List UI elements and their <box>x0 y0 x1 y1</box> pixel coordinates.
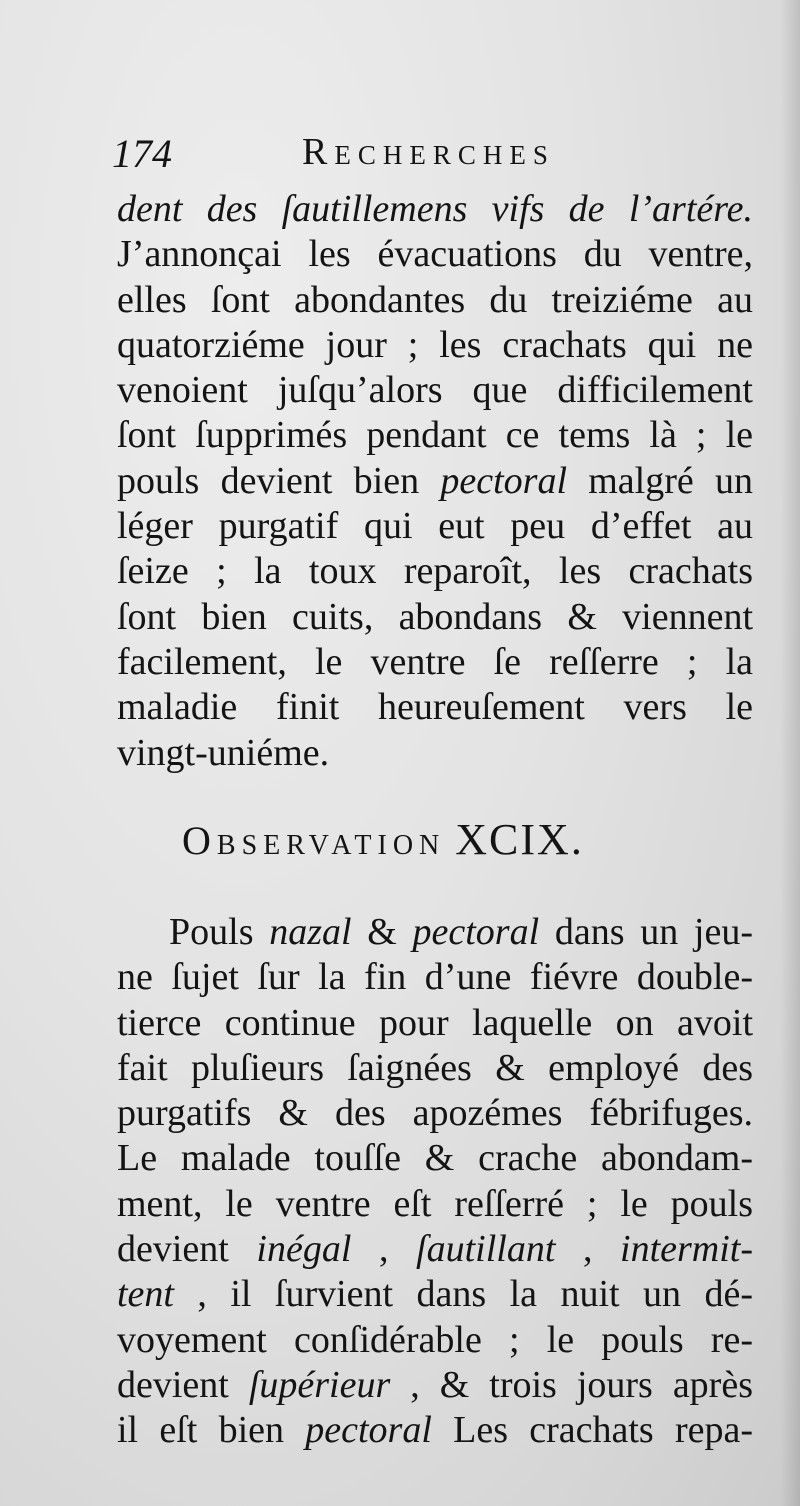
text-line <box>117 1182 753 1227</box>
text-run: Pouls <box>169 911 270 953</box>
page-header <box>112 130 752 182</box>
running-head: Recherches <box>302 131 555 173</box>
text-line <box>117 1091 753 1136</box>
text-line <box>117 595 753 640</box>
text-run: ſont bien cuits, abondans & viennent <box>117 595 753 638</box>
text-line <box>117 640 753 685</box>
text-run: , <box>555 1228 621 1271</box>
text-line <box>117 1001 753 1046</box>
text-run: tierce continue pour laquelle on avoit <box>117 1001 753 1044</box>
italic-run: pectoral <box>412 911 540 953</box>
text-line <box>117 1408 753 1453</box>
text-run: pouls devient bien <box>117 459 441 502</box>
text-line <box>117 459 753 504</box>
text-line <box>117 910 753 955</box>
text-run: voyement conſidérable ; le pouls re- <box>117 1318 753 1361</box>
text-run: léger purgatif qui eut peu d’effet au <box>117 505 753 548</box>
italic-run: tent <box>117 1273 174 1316</box>
text-line <box>117 955 753 1000</box>
text-line <box>117 187 753 232</box>
text-line <box>117 504 753 549</box>
italic-run: dent des ſautillemens vifs de l’artére. <box>117 188 753 230</box>
italic-run: intermit- <box>620 1228 753 1271</box>
text-run: venoient juſqu’alors que difficilement <box>117 369 753 412</box>
text-line <box>117 368 753 413</box>
italic-run: inégal <box>256 1228 352 1271</box>
text-run: , <box>351 1228 417 1271</box>
observation-heading <box>182 814 702 865</box>
text-run: vingt-uniéme. <box>117 731 330 774</box>
text-line <box>117 232 753 277</box>
text-run: dans un jeu- <box>539 911 753 953</box>
text-run: maladie finit heureuſement vers le <box>117 686 753 729</box>
text-line <box>117 1136 753 1181</box>
text-run: elles ſont abondantes du treiziéme au <box>117 278 753 321</box>
text-line <box>117 1272 753 1317</box>
text-run: devient <box>117 1363 249 1406</box>
text-run: ne ſujet ſur la fin d’une fiévre double- <box>117 956 753 999</box>
text-line <box>117 685 753 730</box>
text-run: ment, le ventre eſt reſſerré ; le pouls <box>117 1182 753 1225</box>
text-line <box>117 1046 753 1091</box>
text-run: , & trois jours après <box>390 1363 753 1406</box>
italic-run: ſupérieur <box>248 1363 391 1406</box>
observation-number: XCIX. <box>455 815 584 864</box>
text-line <box>117 731 753 776</box>
text-run: ſeize ; la toux reparoît, les crachats <box>117 550 753 593</box>
observation-label: Observation <box>182 818 446 863</box>
page-number: 174 <box>112 131 172 176</box>
text-line <box>117 278 753 323</box>
paragraph-observation <box>117 910 753 1454</box>
text-line <box>117 413 753 458</box>
italic-run: pectoral <box>305 1409 432 1452</box>
text-run: & <box>351 911 413 953</box>
text-run: malgré un <box>567 459 753 502</box>
italic-run: ſautillant <box>416 1228 556 1271</box>
text-run: devient <box>117 1228 257 1271</box>
text-run: Le malade touſſe & crache abondam- <box>117 1137 753 1180</box>
text-run: facilement, le ventre ſe reſſerre ; la <box>117 640 753 683</box>
italic-run: pectoral <box>440 459 567 502</box>
text-run: ſont ſupprimés pendant ce tems là ; le <box>117 414 753 457</box>
paragraph-continued <box>117 187 753 776</box>
text-run: quatorziéme jour ; les crachats qui ne <box>117 323 753 366</box>
text-run: Les crachats repa- <box>431 1409 753 1452</box>
text-line <box>117 1318 753 1363</box>
text-line <box>117 323 753 368</box>
text-line <box>117 1363 753 1408</box>
text-run: il eſt bien <box>117 1409 306 1452</box>
page-edge-shadow <box>780 0 800 1506</box>
text-run: J’annonçai les évacuations du ventre, <box>117 233 753 276</box>
text-line <box>117 1227 753 1272</box>
text-line <box>117 549 753 594</box>
italic-run: nazal <box>269 911 352 953</box>
text-run: , il ſurvient dans la nuit un dé- <box>173 1273 753 1316</box>
text-run: fait pluſieurs ſaignées & employé des <box>117 1046 753 1089</box>
text-run: purgatifs & des apozémes fébrifuges. <box>117 1092 753 1135</box>
